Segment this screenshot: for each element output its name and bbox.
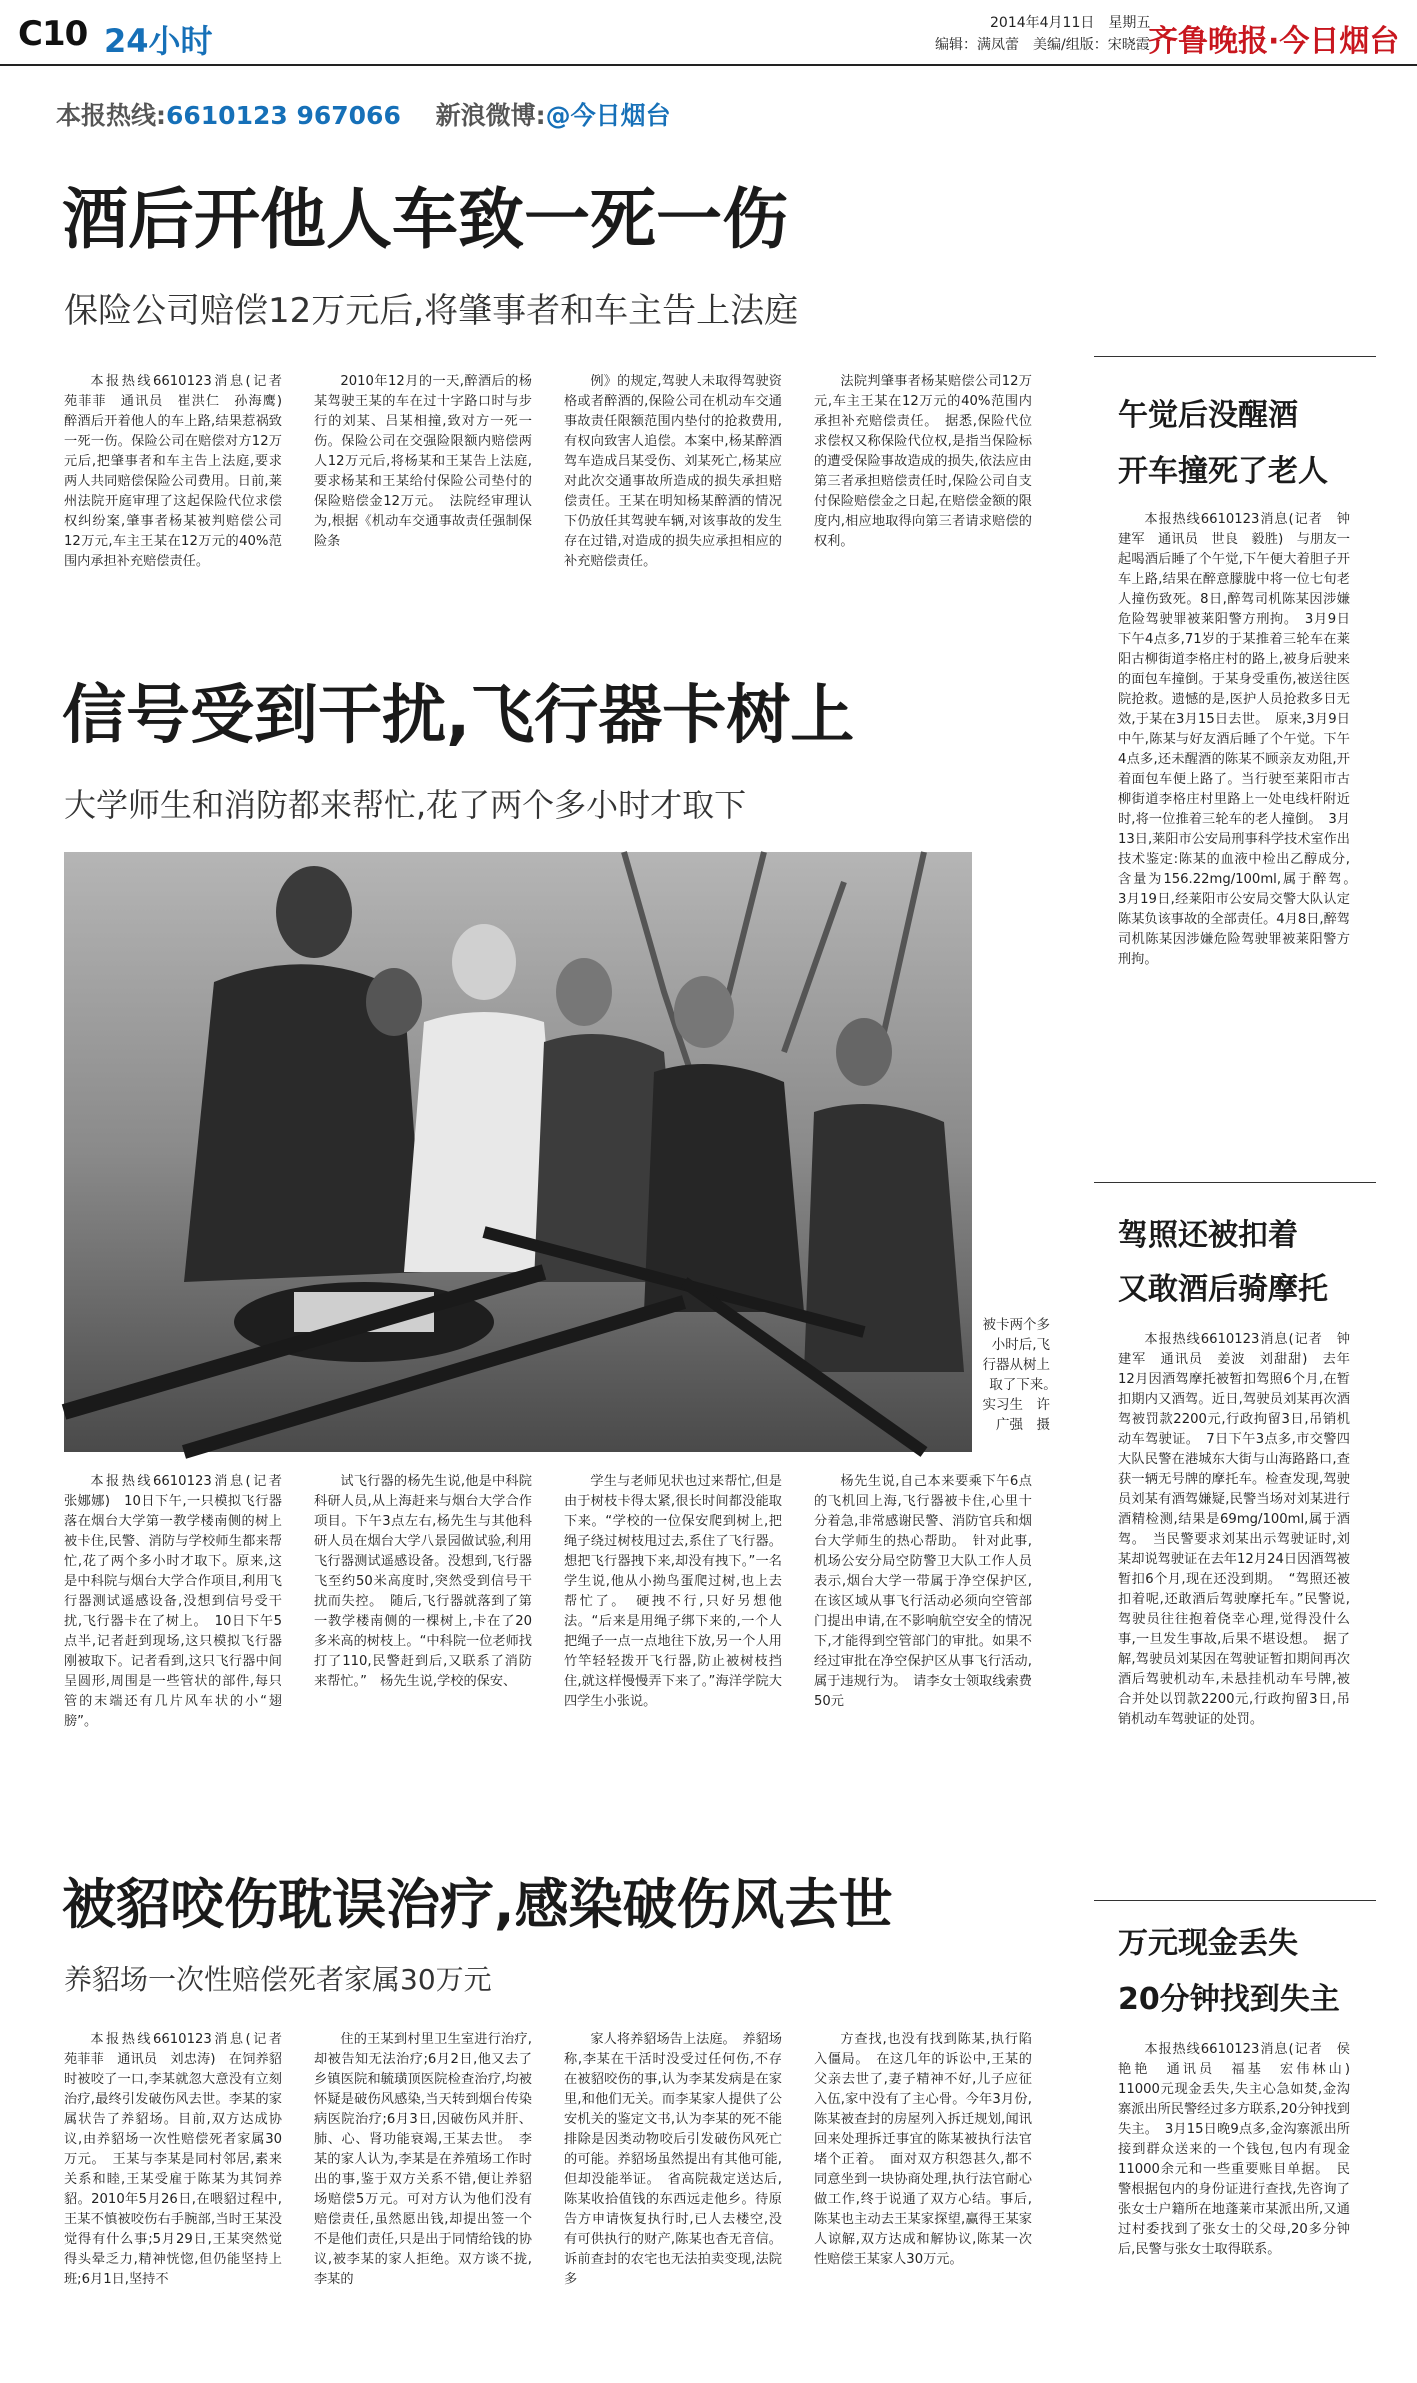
article2-col3 <box>564 1472 782 1712</box>
side2-body <box>1118 1330 1350 1890</box>
side1-title-line1: 午觉后没醒酒 <box>1118 398 1298 433</box>
article2-text: 本报热线6610123消息(记者 张娜娜) 10日下午,一只模拟飞行器落在烟台大学第一教学楼南侧的树上被卡住,民警、消防与学校师生都来帮忙,花了两个多小时才取下。原来,这是中科院与烟台大学合作项目,利用飞行器测试遥感设备,没想到信号受干扰,飞行器卡在了树上。 10日下午5点半,记者赶到现场,这只模拟飞行器刚被取下。记者看到,这只飞行器中间呈圆形,周围是一些管状的部件,每只管的末端还有几片风车状的小“翅膀”。 <box>64 1474 296 1729</box>
newspaper-brand: 齐鲁晚报·今日烟台 <box>1148 24 1400 59</box>
news-photo <box>64 852 972 1452</box>
article2-text: 杨先生说,自己本来要乘下午6点的飞机回上海,飞行器被卡住,心里十分着急,非常感谢民警、消防官兵和烟台大学师生的热心帮助。 针对此事,机场公安分局空防警卫大队工作人员表示,烟台大学一带属于净空保护区,在该区域从事飞行活动必须向空管部门提出申请,在不影响航空安全的情况下,才能得到空管部门的审批。如果不经过审批在净空保护区从事飞行活动,属于违规行为。 请李女士领取线索费50元 <box>814 1474 1032 1709</box>
hotline-label: 本报热线: <box>56 101 166 130</box>
article1-text: 本报热线6610123消息(记者 苑菲菲 通讯员 崔洪仁 孙海鹰) 醉酒后开着他人的车上路,结果惹祸致一死一伤。保险公司在赔偿对方12万元后,把肇事者和车主告上法庭,要求两人共同赔偿保险公司费用。日前,莱州法院开庭审理了这起保险代位求偿权纠纷案,肇事者杨某被判赔偿公司12万元,车主王某在12万元的40%范围内承担补充赔偿责任。 <box>64 374 296 569</box>
article2-text: 学生与老师见状也过来帮忙,但是由于树枝卡得太紧,很长时间都没能取下来。“学校的一位保安爬到树上,把绳子绕过树枝甩过去,系住了飞行器。想把飞行器拽下来,却没有拽下。”一名学生说,他从小拗鸟蛋爬过树,也上去帮忙了。 硬拽不行,只好另想他法。“后来是用绳子绑下来的,一个人把绳子一点一点地往下放,另一个人用竹竿轻轻拨开飞行器,防止被树枝挡住,就这样慢慢弄下来了。”海洋学院大四学生小张说。 <box>564 1474 782 1709</box>
article1-text: 例》的规定,驾驶人未取得驾驶资格或者醉酒的,保险公司在机动车交通事故责任限额范围内垫付的抢救费用,有权向致害人追偿。本案中,杨某醉酒驾车造成吕某受伤、刘某死亡,杨某应对此次交通事故所造成的损失承担赔偿责任。王某在明知杨某醉酒的情况下仍放任其驾驶车辆,对该事故的发生存在过错,对造成的损失应承担相应的补充赔偿责任。 <box>564 374 782 569</box>
side3-title-line2: 20分钟找到失主 <box>1118 1982 1340 2017</box>
side2-title-line1: 驾照还被扣着 <box>1118 1218 1298 1253</box>
divider <box>1094 1182 1376 1183</box>
article2-col1 <box>64 1472 296 1729</box>
issue-date: 2014年4月11日 星期五 <box>990 15 1151 31</box>
article1-text: 2010年12月的一天,醉酒后的杨某驾驶王某的车在过十字路口时与步行的刘某、吕某相撞,致对方一死一伤。保险公司在交强险限额内赔偿两人12万元后,将杨某和王某告上法庭,要求杨某和王某给付保险公司垫付的保险赔偿金12万元。 法院经审理认为,根据《机动车交通事故责任强制保险条 <box>314 374 532 549</box>
article2-col2 <box>314 1472 532 1712</box>
article3-col3 <box>564 2030 782 2370</box>
page-header <box>0 0 1417 66</box>
side2-text: 本报热线6610123消息(记者 钟建军 通讯员 姜波 刘甜甜) 去年12月因酒驾摩托被暂扣驾照6个月,在暂扣期内又酒驾。近日,驾驶员刘某再次酒驾被罚款2200元,行政拘留3日,吊销机动车驾驶证。 7日下午3点多,市交警四大队民警在港城东大街与山海路路口,查获一辆无号牌的摩托车。检查发现,驾驶员刘某有酒驾嫌疑,民警当场对刘某进行酒精检测,结果是69mg/100ml,属于酒驾。 当民警要求刘某出示驾驶证时,刘某却说驾驶证在去年12月24日因酒驾被暂扣6个月,现在还没到期。 “驾照还被扣着呢,还敢酒后驾驶摩托车。”民警说,驾驶员往往抱着侥幸心理,觉得没什么事,一旦发生事故,后果不堪设想。 据了解,驾驶员刘某因在驾驶证暂扣期间再次酒后驾驶机动车,未悬挂机动车号牌,被合并处以罚款2200元,行政拘留3日,吊销机动车驾驶证的处罚。 <box>1118 1332 1350 1727</box>
divider <box>1094 356 1376 357</box>
article3-col2 <box>314 2030 532 2370</box>
article1-col4 <box>814 372 1032 618</box>
hotline-bar <box>56 96 671 132</box>
side3-text: 本报热线6610123消息(记者 侯艳艳 通讯员 福基 宏伟林山) 11000元现金丢失,失主心急如焚,金沟寨派出所民警经过多方联系,20分钟找到失主。 3月15日晚9点多,金沟寨派出所接到群众送来的一个钱包,包内有现金11000余元和一些重要账目单据。 民警根据包内的身份证进行查找,先咨询了张女士户籍所在地蓬莱市某派出所,又通过村委找到了张女士的父母,20多分钟后,民警与张女士取得联系。 <box>1118 2042 1364 2257</box>
side3-body <box>1118 2040 1364 2370</box>
article1-col3 <box>564 372 782 618</box>
article2-text: 试飞行器的杨先生说,他是中科院科研人员,从上海赶来与烟台大学合作项目。下午3点左右,杨先生与其他科研人员在烟台大学八景园做试验,利用飞行器测试遥感设备。没想到,飞行器飞至约50米高度时,突然受到信号干扰而失控。 随后,飞行器就落到了第一教学楼南侧的一棵树上,卡在了20多米高的树枝上。“中科院一位老师找打了110,民警赶到后,又联系了消防来帮忙。” 杨先生说,学校的保安、 <box>314 1474 532 1689</box>
article3-text: 方查找,也没有找到陈某,执行陷入僵局。 在这几年的诉讼中,王某的父亲去世了,妻子精神不好,儿子应征入伍,家中没有了主心骨。今年3月份,陈某被查封的房屋列入拆迁规划,闻讯回来处理拆迁事宜的陈某被执行法官堵个正着。 面对双方积怨甚久,都不同意坐到一块协商处理,执行法官耐心做工作,终于说通了双方心结。事后,陈某也主动去王某家探望,赢得王某家人谅解,双方达成和解协议,陈某一次性赔偿王某家人30万元。 <box>814 2032 1032 2267</box>
article3-col1 <box>64 2030 296 2370</box>
article2-col4 <box>814 1472 1032 1712</box>
article3-title: 被貂咬伤耽误治疗,感染破伤风去世 <box>62 1873 893 1936</box>
side3-title-line1: 万元现金丢失 <box>1118 1926 1298 1961</box>
article1-title: 酒后开他人车致一死一伤 <box>62 181 788 258</box>
side1-text: 本报热线6610123消息(记者 钟建军 通讯员 世良 毅胜) 与朋友一起喝酒后睡了个午觉,下午便大着胆子开车上路,结果在醉意朦胧中将一位七旬老人撞伤致死。8日,醉驾司机陈某因涉嫌危险驾驶罪被莱阳警方刑拘。 3月9日下午4点多,71岁的于某推着三轮车在莱阳古柳街道李格庄村的路上,被身后驶来的面包车撞倒。于某身受重伤,被送往医院抢救。遗憾的是,医护人员抢救多日无效,于某在3月15日去世。 原来,3月9日中午,陈某与好友酒后睡了个午觉。下午4点多,还未醒酒的陈某不顾亲友劝阻,开着面包车便上路了。当行驶至莱阳市古柳街道李格庄村里路上一处电线杆附近时,将一位推着三轮车的老人撞倒。 3月13日,莱阳市公安局刑事科学技术室作出技术鉴定:陈某的血液中检出乙醇成分,含量为156.22mg/100ml,属于醉驾。 3月19日,经莱阳市公安局交警大队认定陈某负该事故的全部责任。4月8日,醉驾司机陈某因涉嫌危险驾驶罪被莱阳警方刑拘。 <box>1118 512 1364 967</box>
weibo-label: 新浪微博: <box>435 101 546 130</box>
article1-col1 <box>64 372 296 618</box>
photo-illustration <box>64 852 972 1452</box>
side1-body <box>1118 510 1364 1160</box>
editors-line: 编辑：满凤蕾 美编/组版：宋晓霞 <box>935 37 1150 53</box>
article1-col2 <box>314 372 532 618</box>
article2-subtitle: 大学师生和消防都来帮忙,花了两个多小时才取下 <box>64 786 747 824</box>
article3-subtitle: 养貂场一次性赔偿死者家属30万元 <box>64 1963 492 1996</box>
article3-col4 <box>814 2030 1032 2370</box>
article1-text: 法院判肇事者杨某赔偿公司12万元,车主王某在12万元的40%范围内承担补充赔偿责任。 据悉,保险代位求偿权又称保险代位权,是指当保险标的遭受保险事故造成的损失,依法应由第三者承担赔偿责任时,保险公司自支付保险赔偿金之日起,在赔偿金额的限度内,相应地取得向第三者请求赔偿的权利。 <box>814 374 1032 549</box>
side2-title-line2: 又敢酒后骑摩托 <box>1118 1272 1328 1307</box>
hotline-numbers: 6610123 967066 <box>166 101 401 130</box>
article3-text: 住的王某到村里卫生室进行治疗,却被告知无法治疗;6月2日,他又去了乡镇医院和毓璜顶医院检查治疗,均被怀疑是破伤风感染,当天转到烟台传染病医院治疗;6月3日,因破伤风并肝、肺、心、肾功能衰竭,王某去世。 李某的家人认为,李某是在养殖场工作时出的事,鉴于双方关系不错,便让养貂场赔偿5万元。可对方认为他们没有赔偿责任,虽然愿出钱,却提出签一个不是他们责任,只是出于同情给钱的协议,被李某的家人拒绝。双方谈不拢,李某的 <box>314 2032 532 2287</box>
photo-caption: 被卡两个多小时后,飞行器从树上取了下来。 实习生 许广强 摄 <box>982 1317 1064 1433</box>
article1-subtitle: 保险公司赔偿12万元后,将肇事者和车主告上法庭 <box>64 291 799 331</box>
weibo-handle: @今日烟台 <box>545 101 671 130</box>
divider <box>1094 1900 1376 1901</box>
article3-text: 家人将养貂场告上法庭。 养貂场称,李某在干活时没受过任何伤,不存在被貂咬伤的事,认为李某发病是在家里,和他们无关。而李某家人提供了公安机关的鉴定文书,认为李某的死不能排除是因类动物咬后引发破伤风死亡的可能。养貂场虽然提出有其他可能,但却没能举证。 省高院裁定送达后,陈某收拾值钱的东西远走他乡。待原告方申请恢复执行时,已人去楼空,没有可供执行的财产,陈某也杳无音信。诉前查封的农宅也无法拍卖变现,法院多 <box>564 2032 782 2287</box>
side1-title-line2: 开车撞死了老人 <box>1118 454 1328 489</box>
section-name: 24小时 <box>104 22 213 60</box>
article3-text: 本报热线6610123消息(记者 苑菲菲 通讯员 刘忠涛) 在饲养貂时被咬了一口,李某就忽大意没有立刻治疗,最终引发破伤风去世。李某的家属状告了养貂场。目前,双方达成协议,由养貂场一次性赔偿死者家属30万元。 王某与李某是同村邻居,素来关系和睦,王某受雇于陈某为其饲养貂。2010年5月26日,在喂貂过程中,王某不慎被咬伤右手腕部,当时王某没觉得有什么事;5月29日,王某突然觉得头晕乏力,精神恍惚,但仍能坚持上班;6月1日,坚持不 <box>64 2032 296 2287</box>
page-number: C10 <box>18 14 88 54</box>
article2-title: 信号受到干扰,飞行器卡树上 <box>62 679 855 753</box>
